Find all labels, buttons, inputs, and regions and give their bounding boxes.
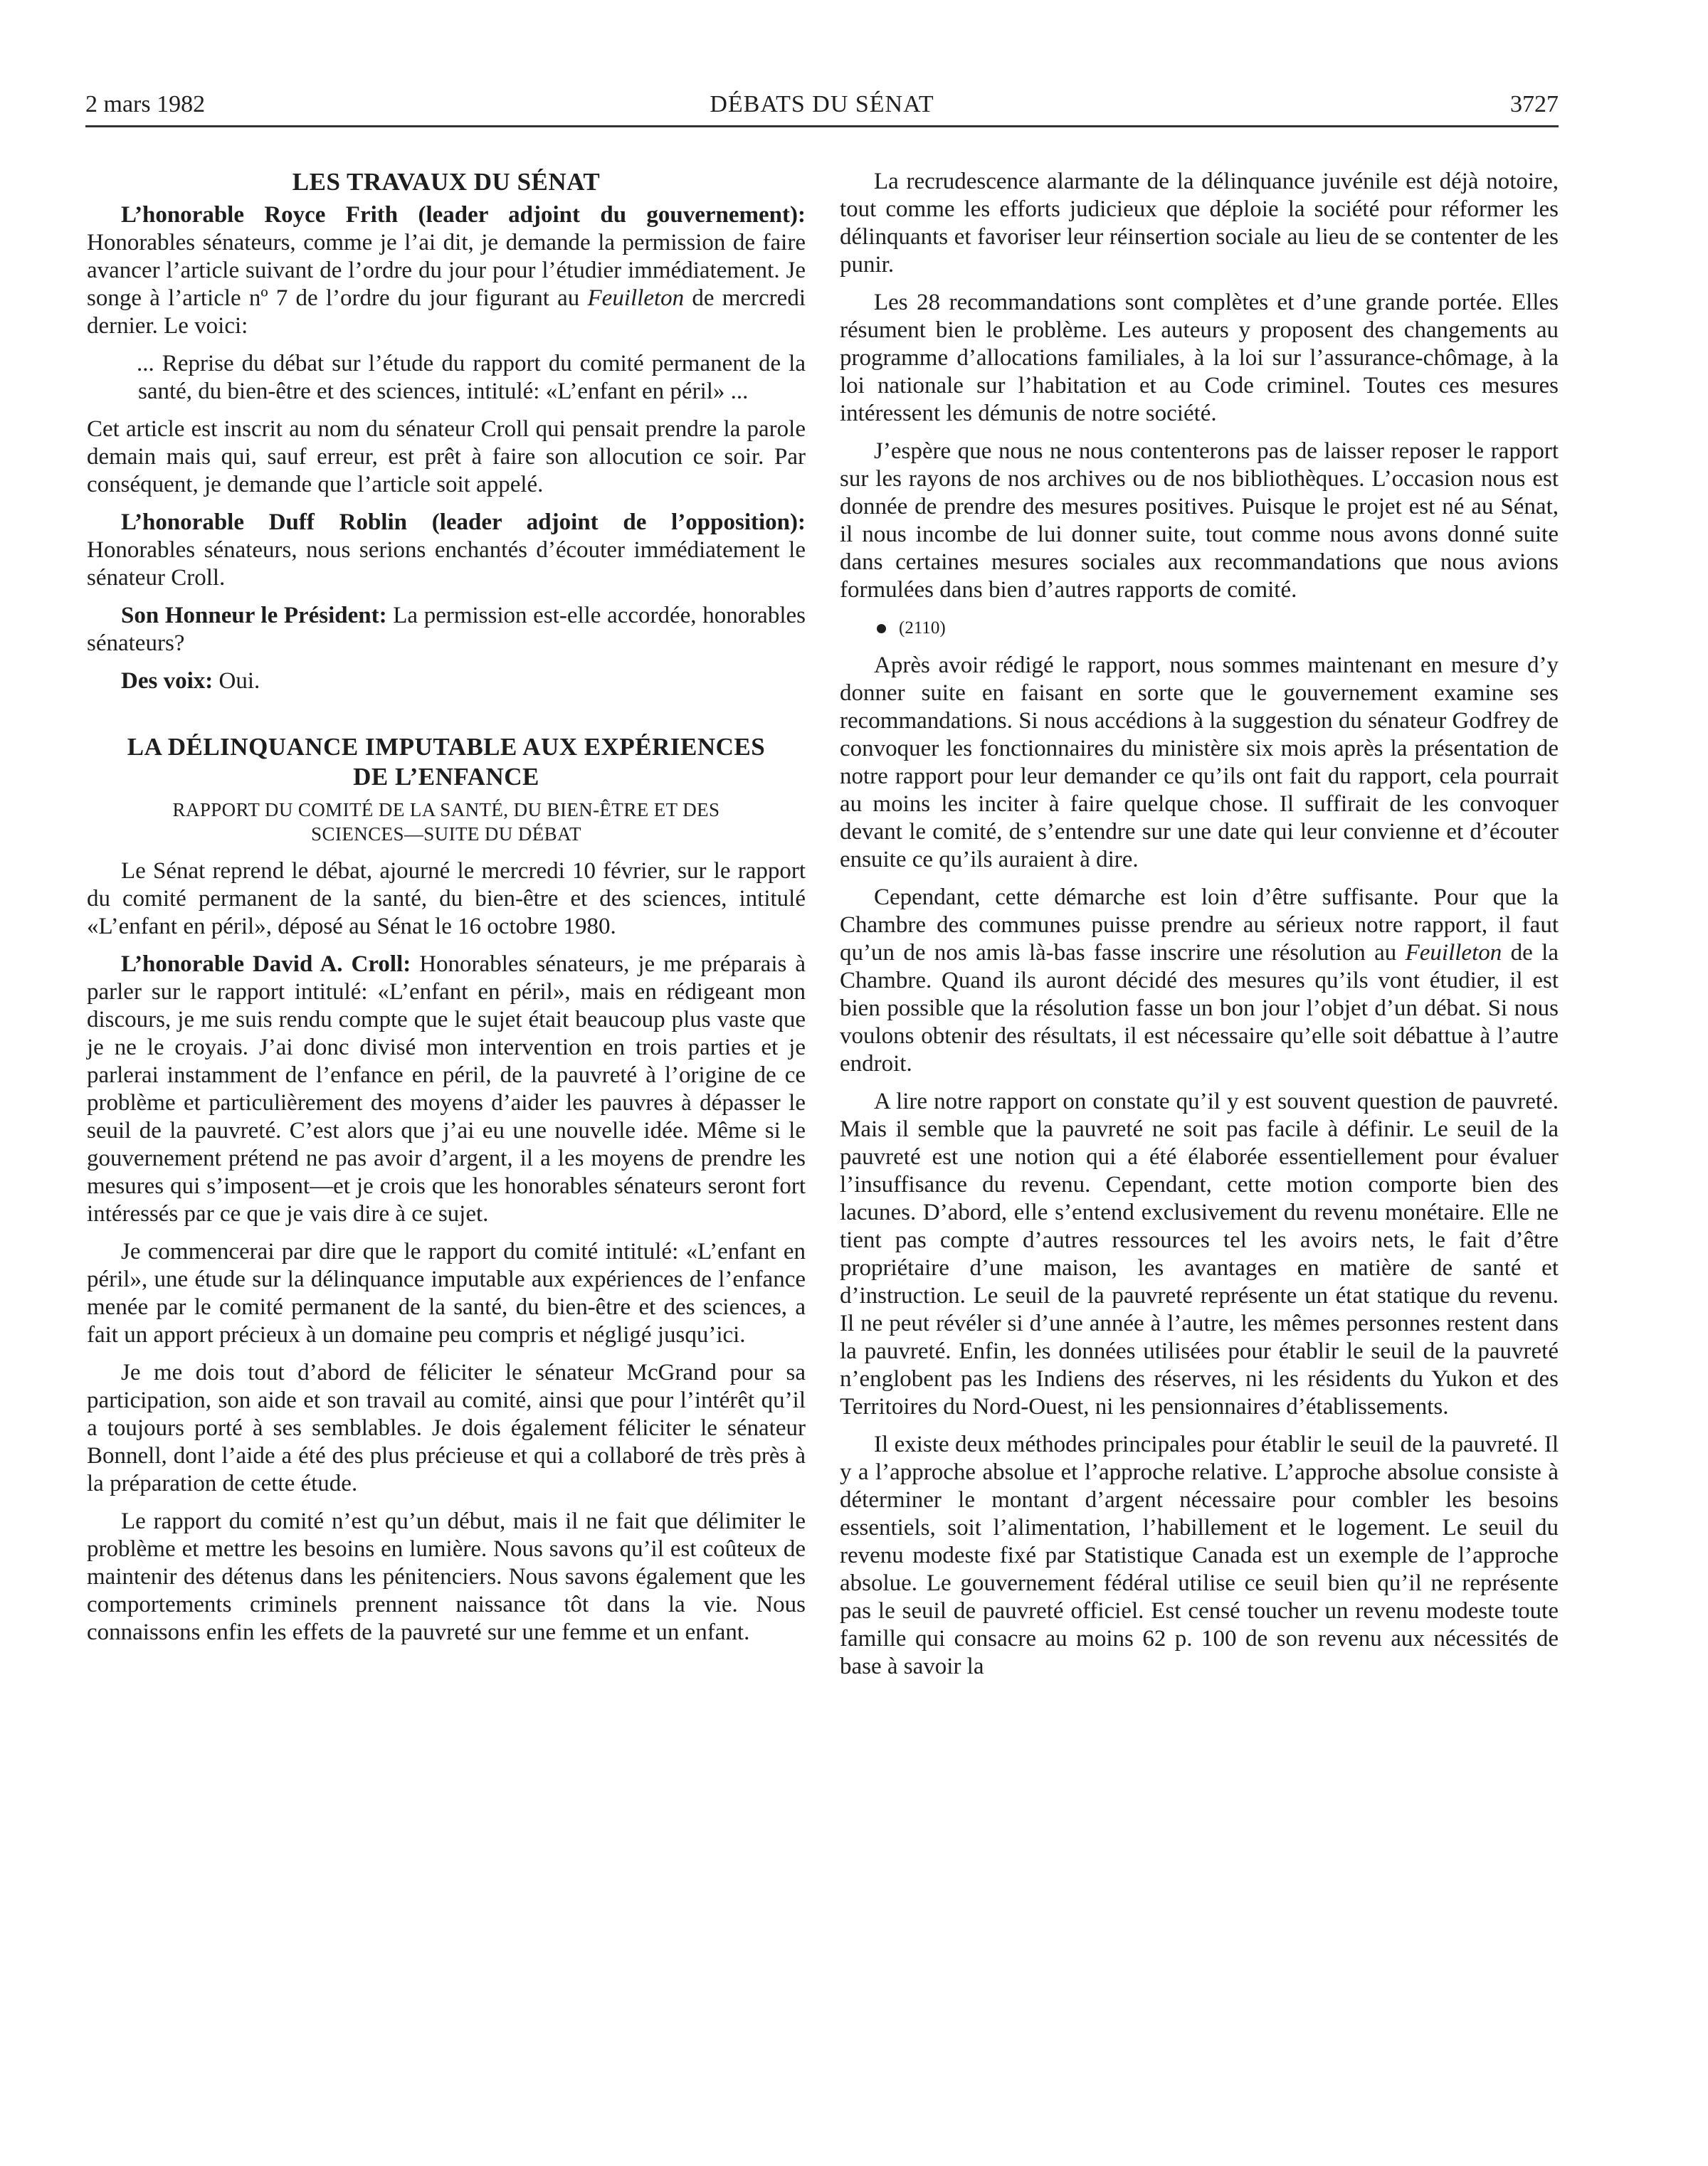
page-number: 3727	[1510, 91, 1559, 117]
paragraph-text: Il existe deux méthodes principales pour établir le seuil de la pauvreté. Il y a l’approche absolue et l’approche relative. L’approche absolue consiste à déterminer le montant d’argent nécessaire pour combler les besoins essentiels, soit l’alimentation, l’habillement et le logement. Le seuil du revenu modeste fixé par Statistique Canada est un exemple de l’approche absolue. Le gouvernement fédéral utilise ce seuil bien qu’il ne représente pas le seuil de pauvreté officiel. Est censé toucher un revenu modeste toute famille qui consacre au moins 62 p. 100 de son revenu aux nécessités de base à savoir la	[840, 1432, 1559, 1679]
paragraph-text: Je me dois tout d’abord de féliciter le sénateur McGrand pour sa participation, son aide et son travail au comité, ainsi que pour l’intérêt qu’il a toujours porté à ses semblables. Je dois également féliciter le sénateur Bonnell, dont l’aide a été des plus précieuse et qui a collaboré de très près à la préparation de cette étude.	[87, 1360, 806, 1496]
paragraph-voix	[87, 667, 806, 695]
paragraph-text: Après avoir rédigé le rapport, nous sommes maintenant en mesure d’y donner suite en faisant en sorte que le gouvernement examine ses recommandations. Si nous accédions à la suggestion du sénateur Godfrey de convoquer les fonctionnaires du ministère six mois après la présentation de notre rapport pour leur demander ce qu’ils ont fait du rapport, cela pourrait au moins les inciter à faire quelque chose. Il suffirait de les convoquer devant le comité, de s’entendre sur une date qui leur convienne et d’écouter ensuite ce qu’ils auraient à dire.	[840, 653, 1559, 872]
section-title-line: DE L’ENFANCE	[353, 763, 539, 791]
subhead-line: RAPPORT DU COMITÉ DE LA SANTÉ, DU BIEN-ÊTRE ET DES	[172, 799, 720, 820]
speaker-roblin: L’honorable Duff Roblin (leader adjoint de l’opposition):	[121, 509, 806, 535]
paragraph-text: La permission est-elle accordée, honorables sénateurs?	[87, 603, 806, 656]
paragraph-text: La recrudescence alarmante de la délinquance juvénile est déjà notoire, tout comme les efforts judicieux que déploie la société pour réformer les délinquants et favoriser leur réinsertion sociale au lieu de se contenter de les punir.	[840, 169, 1559, 278]
section-subhead	[87, 798, 806, 846]
paragraph-text: de mercredi dernier. Le voici:	[87, 285, 806, 339]
paragraph-text: de la Chambre. Quand ils auront décidé des mesures qu’ils vont étudier, il est bien possible que la résolution fasse un bon jour l’objet d’un débat. Si nous voulons obtenir des résultats, il est nécessaire qu’elle soit débattue à l’autre endroit.	[840, 940, 1559, 1077]
paragraph-text: Le rapport du comité n’est qu’un début, mais il ne fait que délimiter le problème et mettre les besoins en lumière. Nous savons qu’il est coûteux de maintenir des détenus dans les pénitenciers. Nous savons également que les comportements criminels prennent naissance tôt dans la vie. Nous connaissons enfin les effets de la pauvreté sur une femme et un enfant.	[87, 1509, 806, 1645]
paragraph-text: Le Sénat reprend le débat, ajourné le mercredi 10 février, sur le rapport du comité permanent de la santé, du bien-être et des sciences, intitulé «L’enfant en péril», déposé au Sénat le 16 octobre 1980.	[87, 858, 806, 939]
paragraph-text: Cet article est inscrit au nom du sénateur Croll qui pensait prendre la parole demain mais qui, sauf erreur, est prêt à faire son allocution ce soir. Par conséquent, je demande que l’article soit appelé.	[87, 416, 806, 497]
section-title-delinquance	[87, 732, 806, 792]
speaker-president: Son Honneur le Président:	[121, 603, 387, 628]
time-marker-label: (2110)	[899, 618, 946, 638]
paragraph-text: Les 28 recommandations sont complètes et d’une grande portée. Elles résument bien le problème. Les auteurs y proposent des changements au programme d’allocations familiales, à la loi sur l’assurance-chômage, à la loi nationale sur l’habitation et au Code criminel. Toutes ces mesures intéressent les démunis de notre société.	[840, 290, 1559, 426]
paragraph-text: A lire notre rapport on constate qu’il y est souvent question de pauvreté. Mais il semble que la pauvreté ne soit pas facile à définir. Le seuil de la pauvreté est une notion qui a été élaborée essentiellement pour évaluer l’insuffisance du revenu. Cependant, cette motion comporte bien des lacunes. D’abord, elle s’entend exclusivement du revenu monétaire. Elle ne tient pas compte d’autres ressources tel les avoirs nets, le fait d’être propriétaire d’une maison, les avantages en matière de santé et d’instruction. Le seuil de la pauvreté représente un état statique du revenu. Il ne peut révéler si d’une année à l’autre, les mêmes personnes restent dans la pauvreté. Enfin, les données utilisées pour établir le seuil de la pauvreté n’englobent pas les Indiens des réserves, ni les résidents du Yukon et des Territoires du Nord-Ouest, ni les pensionnaires d’établissements.	[840, 1089, 1559, 1420]
italic-feuilleton: Feuilleton	[587, 285, 685, 311]
paragraph-feuilleton	[840, 884, 1559, 1078]
bullet-dot-icon	[877, 624, 886, 633]
paragraph-text: Cependant, cette démarche est loin d’être suffisante. Pour que la Chambre des communes puisse prendre au sérieux notre rapport, il faut qu’un de nos amis là-bas fasse inscrire une résolution au	[840, 884, 1559, 966]
paragraph-text: Honorables sénateurs, comme je l’ai dit, je demande la permission de faire avancer l’article suivant de l’ordre du jour pour l’étudier immédiatement. Je songe à l’article nº 7 de l’ordre du jour figurant au	[87, 230, 806, 311]
paragraph-croll	[87, 951, 806, 1228]
header-date: 2 mars 1982	[85, 91, 206, 117]
left-column	[87, 168, 806, 1657]
paragraph-text: J’espère que nous ne nous contenterons pas de laisser reposer le rapport sur les rayons de nos archives ou de nos bibliothèques. L’occasion nous est donnée de prendre des mesures positives. Puisque le projet est né au Sénat, il nous incombe de lui donner suite, tout comme nous avons donné suite dans certaines mesures sociales aux recommandations que nous avions formulées dans bien d’autres rapports de comité.	[840, 438, 1559, 603]
speaker-frith: L’honorable Royce Frith (leader adjoint du gouvernement):	[121, 202, 806, 228]
paragraph-text: Honorables sénateurs, nous serions enchantés d’écouter immédiatement le sénateur Croll.	[87, 537, 806, 591]
paragraph-frith	[87, 201, 806, 340]
paragraph-roblin	[87, 509, 806, 592]
italic-feuilleton: Feuilleton	[1405, 940, 1502, 966]
time-marker	[840, 614, 1559, 642]
running-head	[85, 85, 1559, 127]
header-title: DÉBATS DU SÉNAT	[710, 91, 934, 117]
paragraph-president	[87, 602, 806, 657]
subhead-line: SCIENCES—SUITE DU DÉBAT	[311, 823, 581, 845]
section-title-travaux: LES TRAVAUX DU SÉNAT	[292, 168, 601, 196]
paragraph-text: Oui.	[213, 668, 260, 694]
paragraph-text: Honorables sénateurs, je me préparais à parler sur le rapport intitulé: «L’enfant en péril», mais en rédigeant mon discours, je me suis rendu compte que le sujet était beaucoup plus vaste que je ne le croyais. J’ai donc divisé mon intervention en trois parties et je parlerai instamment de l’enfance en péril, de la pauvreté à l’origine de ce problème et particulièrement des moyens d’aider les pauvres à dépasser le seuil de la pauvreté. C’est alors que j’ai eu une nouvelle idée. Même si le gouvernement prétend ne pas avoir d’argent, il a les moyens de prendre les mesures qui s’imposent—et je crois que les honorables sénateurs seront fort intéressés par ce que je vais dire à ce sujet.	[87, 951, 806, 1227]
paragraph-text: Je commencerai par dire que le rapport du comité intitulé: «L’enfant en péril», une étude sur la délinquance imputable aux expériences de l’enfance menée par le comité permanent de la santé, du bien-être et des sciences, a fait un apport précieux à un domaine peu compris et négligé jusqu’ici.	[87, 1239, 806, 1348]
speaker-croll: L’honorable David A. Croll:	[121, 951, 411, 977]
section-title-line: LA DÉLINQUANCE IMPUTABLE AUX EXPÉRIENCES	[127, 733, 766, 761]
right-column	[840, 168, 1559, 1691]
order-paper-quote: ... Reprise du débat sur l’étude du rapport du comité permanent de la santé, du bien-être et des sciences, intitulé: «L’enfant en péril» ...	[137, 351, 806, 404]
speaker-voix: Des voix:	[121, 668, 214, 694]
